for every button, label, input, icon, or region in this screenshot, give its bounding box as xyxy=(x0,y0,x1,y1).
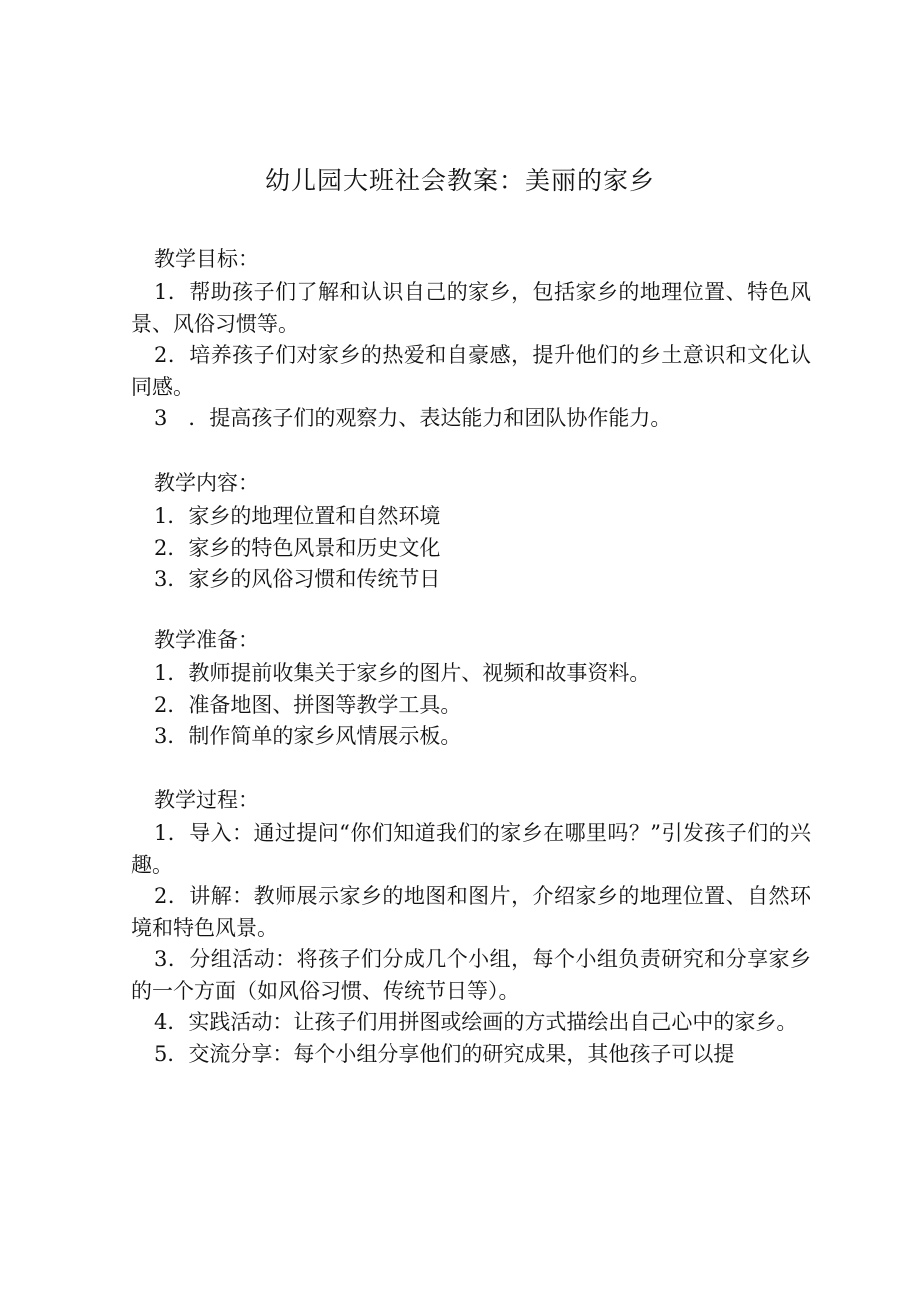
section-teaching-content xyxy=(131,468,811,596)
list-item: 1．家乡的地理位置和自然环境 xyxy=(154,504,441,528)
section-heading: 教学准备： xyxy=(154,628,259,652)
list-item: 2．家乡的特色风景和历史文化 xyxy=(154,535,441,560)
section-heading: 教学过程： xyxy=(154,788,259,812)
list-item: 3．家乡的风俗习惯和传统节日 xyxy=(154,567,441,591)
list-item: 2．讲解：教师展示家乡的地图和图片，介绍家乡的地理位置、自然环境和特色风景。 xyxy=(131,884,811,940)
list-item: 2．准备地图、拼图等教学工具。 xyxy=(154,692,462,717)
list-item: 3．分组活动：将孩子们分成几个小组，每个小组负责研究和分享家乡的一个方面（如风俗习惯、传统节日等）。 xyxy=(131,947,811,1003)
list-item: 2．培养孩子们对家乡的热爱和自豪感，提升他们的乡土意识和文化认同感。 xyxy=(131,343,811,399)
list-item: 3．制作简单的家乡风情展示板。 xyxy=(154,724,462,748)
section-teaching-goals xyxy=(131,244,811,435)
list-item: 1．导入：通过提问“你们知道我们的家乡在哪里吗？”引发孩子们的兴趣。 xyxy=(131,821,811,877)
list-item: 3 ．提高孩子们的观察力、表达能力和团队协作能力。 xyxy=(154,406,672,430)
list-item: 4．实践活动：让孩子们用拼图或绘画的方式描绘出自己心中的家乡。 xyxy=(154,1010,798,1034)
section-teaching-process xyxy=(131,785,811,1070)
list-item: 1．帮助孩子们了解和认识自己的家乡，包括家乡的地理位置、特色风景、风俗习惯等。 xyxy=(131,280,811,336)
section-teaching-preparation xyxy=(131,625,811,753)
document-title: 幼儿园大班社会教案：美丽的家乡 xyxy=(264,166,655,195)
section-heading: 教学内容： xyxy=(154,471,259,495)
list-item: 5．交流分享：每个小组分享他们的研究成果，其他孩子可以提 xyxy=(154,1041,735,1066)
section-heading: 教学目标： xyxy=(154,247,259,271)
list-item: 1．教师提前收集关于家乡的图片、视频和故事资料。 xyxy=(154,661,651,685)
